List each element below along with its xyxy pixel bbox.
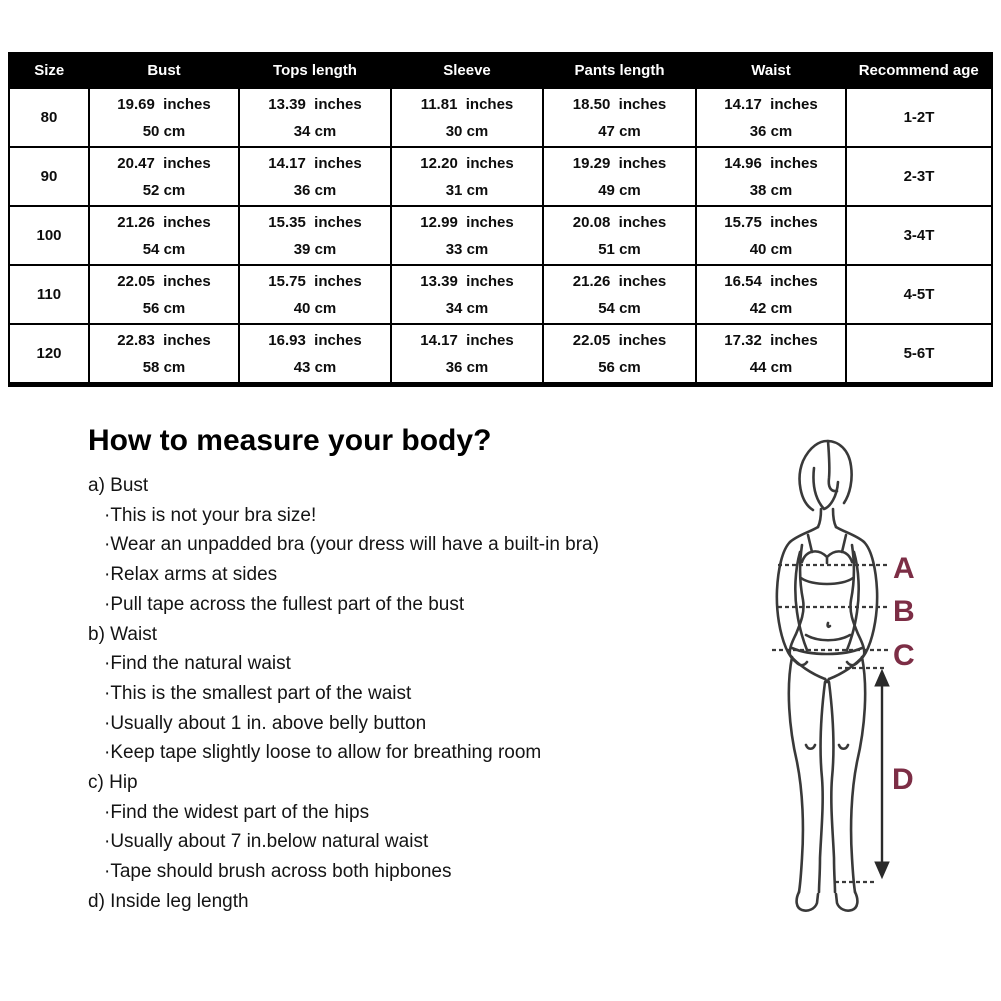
waist-label: B <box>893 595 915 628</box>
bust-cell <box>89 147 239 206</box>
tops-length-cm: 40 cm <box>293 299 337 317</box>
guide-line: ·Relax arms at sides <box>104 564 278 586</box>
inseam-arrow-head-up <box>875 670 889 686</box>
sleeve-cm: 34 cm <box>445 299 489 317</box>
pants-length-cell <box>543 324 696 385</box>
col-header-bust: Bust <box>89 53 239 88</box>
table-row <box>9 88 992 147</box>
tops-length-cell <box>239 88 391 147</box>
guide-line: ·Tape should brush across both hipbones <box>104 861 452 883</box>
guide-line: ·Usually about 7 in.below natural waist <box>104 831 429 853</box>
size-cell: 90 <box>9 147 89 206</box>
sleeve-cell <box>391 147 543 206</box>
tops-length-inches: 15.75 inches <box>268 272 362 290</box>
guide-line: ·Find the widest part of the hips <box>104 801 370 823</box>
tops-length-cm: 43 cm <box>293 358 337 376</box>
table-row <box>9 147 992 206</box>
waist-cm: 42 cm <box>749 299 793 317</box>
guide-line: ·Wear an unpadded bra (your dress will have a built-in bra) <box>104 534 599 556</box>
bust-cell <box>89 206 239 265</box>
inseam-arrow-head-down <box>875 862 889 878</box>
pants-length-cm: 51 cm <box>598 240 641 258</box>
pants-length-inches: 20.08 inches <box>572 213 667 231</box>
pants-length-cm: 54 cm <box>598 299 641 317</box>
bust-cm: 58 cm <box>142 358 186 376</box>
inseam-arrow <box>875 670 889 878</box>
sleeve-cm: 36 cm <box>445 358 489 376</box>
bust-inches: 21.26 inches <box>117 213 211 231</box>
recommend-age-cell: 4-5T <box>846 265 992 324</box>
guide-line: ·Usually about 1 in. above belly button <box>104 712 427 734</box>
pants-length-cm: 56 cm <box>598 358 641 376</box>
col-header-recommend-age: Recommend age <box>846 53 992 88</box>
tops-length-inches: 15.35 inches <box>268 213 362 231</box>
pants-length-inches: 18.50 inches <box>572 95 667 113</box>
pants-length-cell <box>543 88 696 147</box>
guide-line: ·This is the smallest part of the waist <box>104 682 412 704</box>
guide-line: d) Inside leg length <box>88 890 249 912</box>
col-header-waist: Waist <box>696 53 846 88</box>
waist-cm: 44 cm <box>749 358 793 376</box>
size-cell: 80 <box>9 88 89 147</box>
pants-length-cell <box>543 206 696 265</box>
guide-line: ·Find the natural waist <box>104 653 291 675</box>
size-cell: 100 <box>9 206 89 265</box>
sleeve-cell <box>391 206 543 265</box>
recommend-age-cell: 3-4T <box>846 206 992 265</box>
guide-line: ·Keep tape slightly loose to allow for breathing room <box>104 742 542 764</box>
col-header-tops-length: Tops length <box>239 53 391 88</box>
body-figure <box>740 420 1000 960</box>
sleeve-inches: 14.17 inches <box>420 331 514 349</box>
tops-length-cell <box>239 324 391 385</box>
hip-label: C <box>893 639 915 672</box>
size-cell: 110 <box>9 265 89 324</box>
tops-length-cell <box>239 265 391 324</box>
pants-length-cell <box>543 147 696 206</box>
waist-inches: 17.32 inches <box>724 331 818 349</box>
col-header-sleeve: Sleeve <box>391 53 543 88</box>
col-header-size: Size <box>9 53 89 88</box>
bust-label: A <box>893 552 915 585</box>
waist-inches: 15.75 inches <box>724 213 818 231</box>
sleeve-cell <box>391 265 543 324</box>
waist-cell <box>696 88 846 147</box>
bust-cm: 52 cm <box>142 181 186 199</box>
sleeve-cell <box>391 324 543 385</box>
table-header-row <box>9 53 992 88</box>
col-header-pants-length: Pants length <box>543 53 696 88</box>
waist-cm: 38 cm <box>749 181 793 199</box>
bust-cm: 56 cm <box>142 299 186 317</box>
sleeve-cm: 33 cm <box>445 240 489 258</box>
sleeve-cm: 31 cm <box>445 181 489 199</box>
tops-length-inches: 13.39 inches <box>268 95 362 113</box>
pants-length-cell <box>543 265 696 324</box>
guide-line: c) Hip <box>88 772 138 794</box>
sleeve-inches: 12.20 inches <box>420 154 514 172</box>
bust-cm: 50 cm <box>142 122 186 140</box>
table-row <box>9 324 992 385</box>
tops-length-cm: 34 cm <box>293 122 337 140</box>
guide-line: a) Bust <box>88 475 149 496</box>
bust-cell <box>89 324 239 385</box>
pants-length-inches: 22.05 inches <box>572 331 667 349</box>
bust-cm: 54 cm <box>142 240 186 258</box>
tops-length-cm: 39 cm <box>293 240 337 258</box>
bust-cell <box>89 265 239 324</box>
waist-cell <box>696 147 846 206</box>
bust-inches: 22.83 inches <box>117 331 211 349</box>
pants-length-cm: 49 cm <box>598 181 641 199</box>
guide-line: ·Pull tape across the fullest part of the bust <box>104 593 465 615</box>
table-row <box>9 206 992 265</box>
woman-outline <box>777 441 877 911</box>
waist-cell <box>696 206 846 265</box>
inseam-label: D <box>892 763 914 796</box>
guide-line: ·This is not your bra size! <box>104 504 317 526</box>
sleeve-cell <box>391 88 543 147</box>
tops-length-inches: 16.93 inches <box>268 331 362 349</box>
recommend-age-cell: 1-2T <box>846 88 992 147</box>
recommend-age-cell: 5-6T <box>846 324 992 385</box>
size-cell: 120 <box>9 324 89 385</box>
pants-length-inches: 19.29 inches <box>572 154 667 172</box>
waist-inches: 16.54 inches <box>724 272 818 290</box>
tops-length-cm: 36 cm <box>293 181 337 199</box>
tops-length-cell <box>239 206 391 265</box>
size-table <box>8 52 993 387</box>
bust-inches: 22.05 inches <box>117 272 211 290</box>
waist-cm: 36 cm <box>749 122 793 140</box>
section-title: How to measure your body? <box>88 424 492 457</box>
bust-inches: 20.47 inches <box>117 154 211 172</box>
sleeve-inches: 13.39 inches <box>420 272 514 290</box>
body-figure-svg <box>740 420 1000 960</box>
waist-cm: 40 cm <box>749 240 793 258</box>
waist-inches: 14.17 inches <box>724 95 818 113</box>
waist-cell <box>696 324 846 385</box>
measure-guide <box>88 471 708 917</box>
sleeve-cm: 30 cm <box>445 122 489 140</box>
bust-inches: 19.69 inches <box>117 95 211 113</box>
tops-length-cell <box>239 147 391 206</box>
recommend-age-cell: 2-3T <box>846 147 992 206</box>
bust-cell <box>89 88 239 147</box>
table-row <box>9 265 992 324</box>
guide-line: b) Waist <box>88 623 157 645</box>
tops-length-inches: 14.17 inches <box>268 154 362 172</box>
sleeve-inches: 11.81 inches <box>420 95 514 113</box>
waist-cell <box>696 265 846 324</box>
sleeve-inches: 12.99 inches <box>420 213 514 231</box>
waist-inches: 14.96 inches <box>724 154 818 172</box>
pants-length-inches: 21.26 inches <box>572 272 667 290</box>
pants-length-cm: 47 cm <box>598 122 641 140</box>
